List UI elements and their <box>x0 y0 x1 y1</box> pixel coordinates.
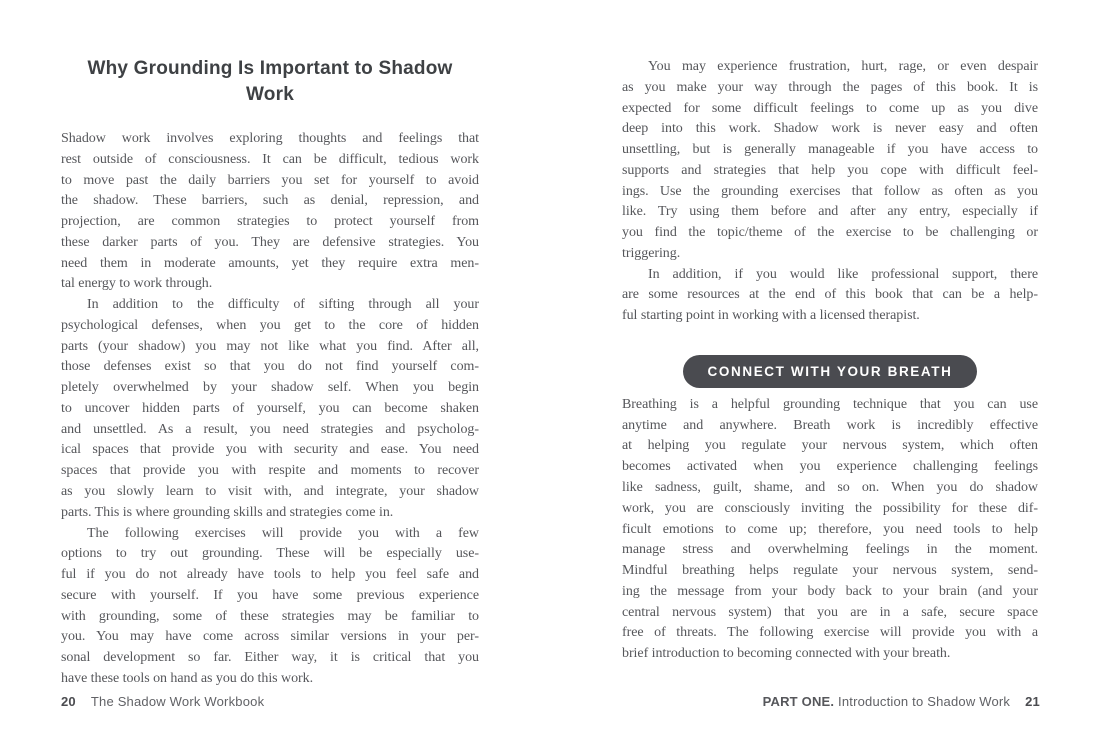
text-line: like sadness, guilt, shame, and so on. When you do shadow <box>622 480 1038 496</box>
text-line: and unsettled. As a result, you need strategies and psycholog- <box>61 421 479 437</box>
text-line: these darker parts of you. They are defensive strategies. You <box>61 234 479 250</box>
text-line: at helping you regulate your nervous system, which often <box>622 438 1038 454</box>
running-head-book-title: The Shadow Work Workbook <box>90 694 265 709</box>
text-line: projection, are common strategies to protect yourself from <box>61 214 479 230</box>
right-page <box>622 57 1038 665</box>
text-line: to uncover hidden parts of yourself, you can become shaken <box>61 400 479 416</box>
text-line: parts (your shadow) you may not like what you find. After all, <box>61 338 479 354</box>
text-line: as you slowly learn to visit with, and integrate, your shadow <box>61 484 479 500</box>
paragraph <box>622 57 1038 265</box>
text-line: You may experience frustration, hurt, rage, or even despair <box>648 59 1038 74</box>
text-line: ful starting point in working with a licensed therapist. <box>622 308 920 324</box>
exercise-badge-row <box>622 355 1038 388</box>
text-line: pletely overwhelmed by your shadow self. When you begin <box>61 380 479 396</box>
text-line: In addition to the difficulty of sifting through all your <box>87 297 479 313</box>
text-line: Breathing is a helpful grounding technique that you can use <box>622 396 1038 412</box>
right-page-footer <box>763 694 1040 709</box>
text-line: to move past the daily barriers you set for yourself to avoid <box>61 172 479 188</box>
text-line: Shadow work involves exploring thoughts and feelings that <box>61 131 479 146</box>
text-line: ful if you do not already have tools to help you feel safe and <box>61 567 479 583</box>
text-line: manage stress and overwhelming feelings in the moment. <box>622 542 1038 558</box>
text-line: those defenses exist so that you do not find yourself com- <box>61 359 479 375</box>
text-line: with grounding, some of these strategies may be familiar to <box>61 608 479 624</box>
right-page-body-top <box>622 57 1038 327</box>
text-line: ical spaces that provide you with security and ease. You need <box>61 442 479 458</box>
chapter-heading: Why Grounding Is Important to Shadow Work <box>87 58 453 105</box>
text-line: unsettling, but is generally manageable if you have access to <box>622 142 1038 158</box>
text-line: ings. Use the grounding exercises that follow as often as you <box>622 183 1038 199</box>
left-page-body <box>61 129 479 690</box>
text-line: Mindful breathing helps regulate your nervous system, send- <box>622 563 1038 579</box>
text-line: deep into this work. Shadow work is never easy and often <box>622 121 1038 137</box>
text-line: psychological defenses, when you get to the core of hidden <box>61 317 479 333</box>
text-line: options to try out grounding. These will be especially use- <box>61 546 479 562</box>
right-page-body-bottom <box>622 395 1038 665</box>
text-line: The following exercises will provide you with a few <box>87 525 479 541</box>
text-line: spaces that provide you with respite and moments to recover <box>61 463 479 479</box>
text-line: supports and strategies that help you cope with difficult feel- <box>622 162 1038 178</box>
text-line: the shadow. These barriers, such as denial, repression, and <box>61 193 479 209</box>
exercise-title-badge: CONNECT WITH YOUR BREATH <box>683 355 978 388</box>
text-line: expected for some difficult feelings to come up as you dive <box>622 100 1038 116</box>
running-head-part-label: PART ONE. <box>762 694 835 709</box>
left-page-number: 20 <box>61 694 76 709</box>
paragraph <box>61 295 479 523</box>
paragraph <box>61 524 479 690</box>
text-line: you. You may have come across similar versions in your per- <box>61 629 479 645</box>
paragraph <box>622 265 1038 327</box>
text-line: brief introduction to becoming connected with your breath. <box>622 646 951 662</box>
text-line: tal energy to work through. <box>61 276 213 292</box>
text-line: becomes activated when you experience challenging feelings <box>622 459 1038 475</box>
running-head-part-title: Introduction to Shadow Work <box>838 694 1011 709</box>
text-line: sonal development so far. Either way, it is critical that you <box>61 650 479 666</box>
text-line: free of threats. The following exercise will provide you with a <box>622 625 1038 641</box>
text-line: rest outside of consciousness. It can be difficult, tedious work <box>61 151 479 167</box>
text-line: like. Try using them before and after any entry, especially if <box>622 204 1038 220</box>
text-line: you find the topic/theme of the exercise to be challenging or <box>622 225 1038 241</box>
text-line: need them in moderate amounts, yet they require extra men- <box>61 255 479 271</box>
text-line: have these tools on hand as you do this work. <box>61 670 314 686</box>
text-line: as you make your way through the pages of this book. It is <box>622 79 1038 95</box>
text-line: central nervous system) that you are in a safe, secure space <box>622 604 1038 620</box>
text-line: are some resources at the end of this book that can be a help- <box>622 287 1038 303</box>
text-line: secure with yourself. If you have some previous experience <box>61 587 479 603</box>
text-line: In addition, if you would like professional support, there <box>648 266 1038 282</box>
text-line: parts. This is where grounding skills and strategies come in. <box>61 504 394 520</box>
text-line: ficult emotions to come up; therefore, you need tools to help <box>622 521 1038 537</box>
right-page-number: 21 <box>1025 694 1040 709</box>
text-line: ing the message from your body back to your brain (and your <box>622 583 1038 599</box>
paragraph <box>61 129 479 295</box>
text-line: triggering. <box>622 245 681 261</box>
text-line: anytime and anywhere. Breath work is incredibly effective <box>622 417 1038 433</box>
paragraph <box>622 395 1038 665</box>
left-page-footer <box>61 694 264 709</box>
left-page <box>61 56 479 690</box>
text-line: work, you are consciously inviting the possibility for these dif- <box>622 500 1038 516</box>
